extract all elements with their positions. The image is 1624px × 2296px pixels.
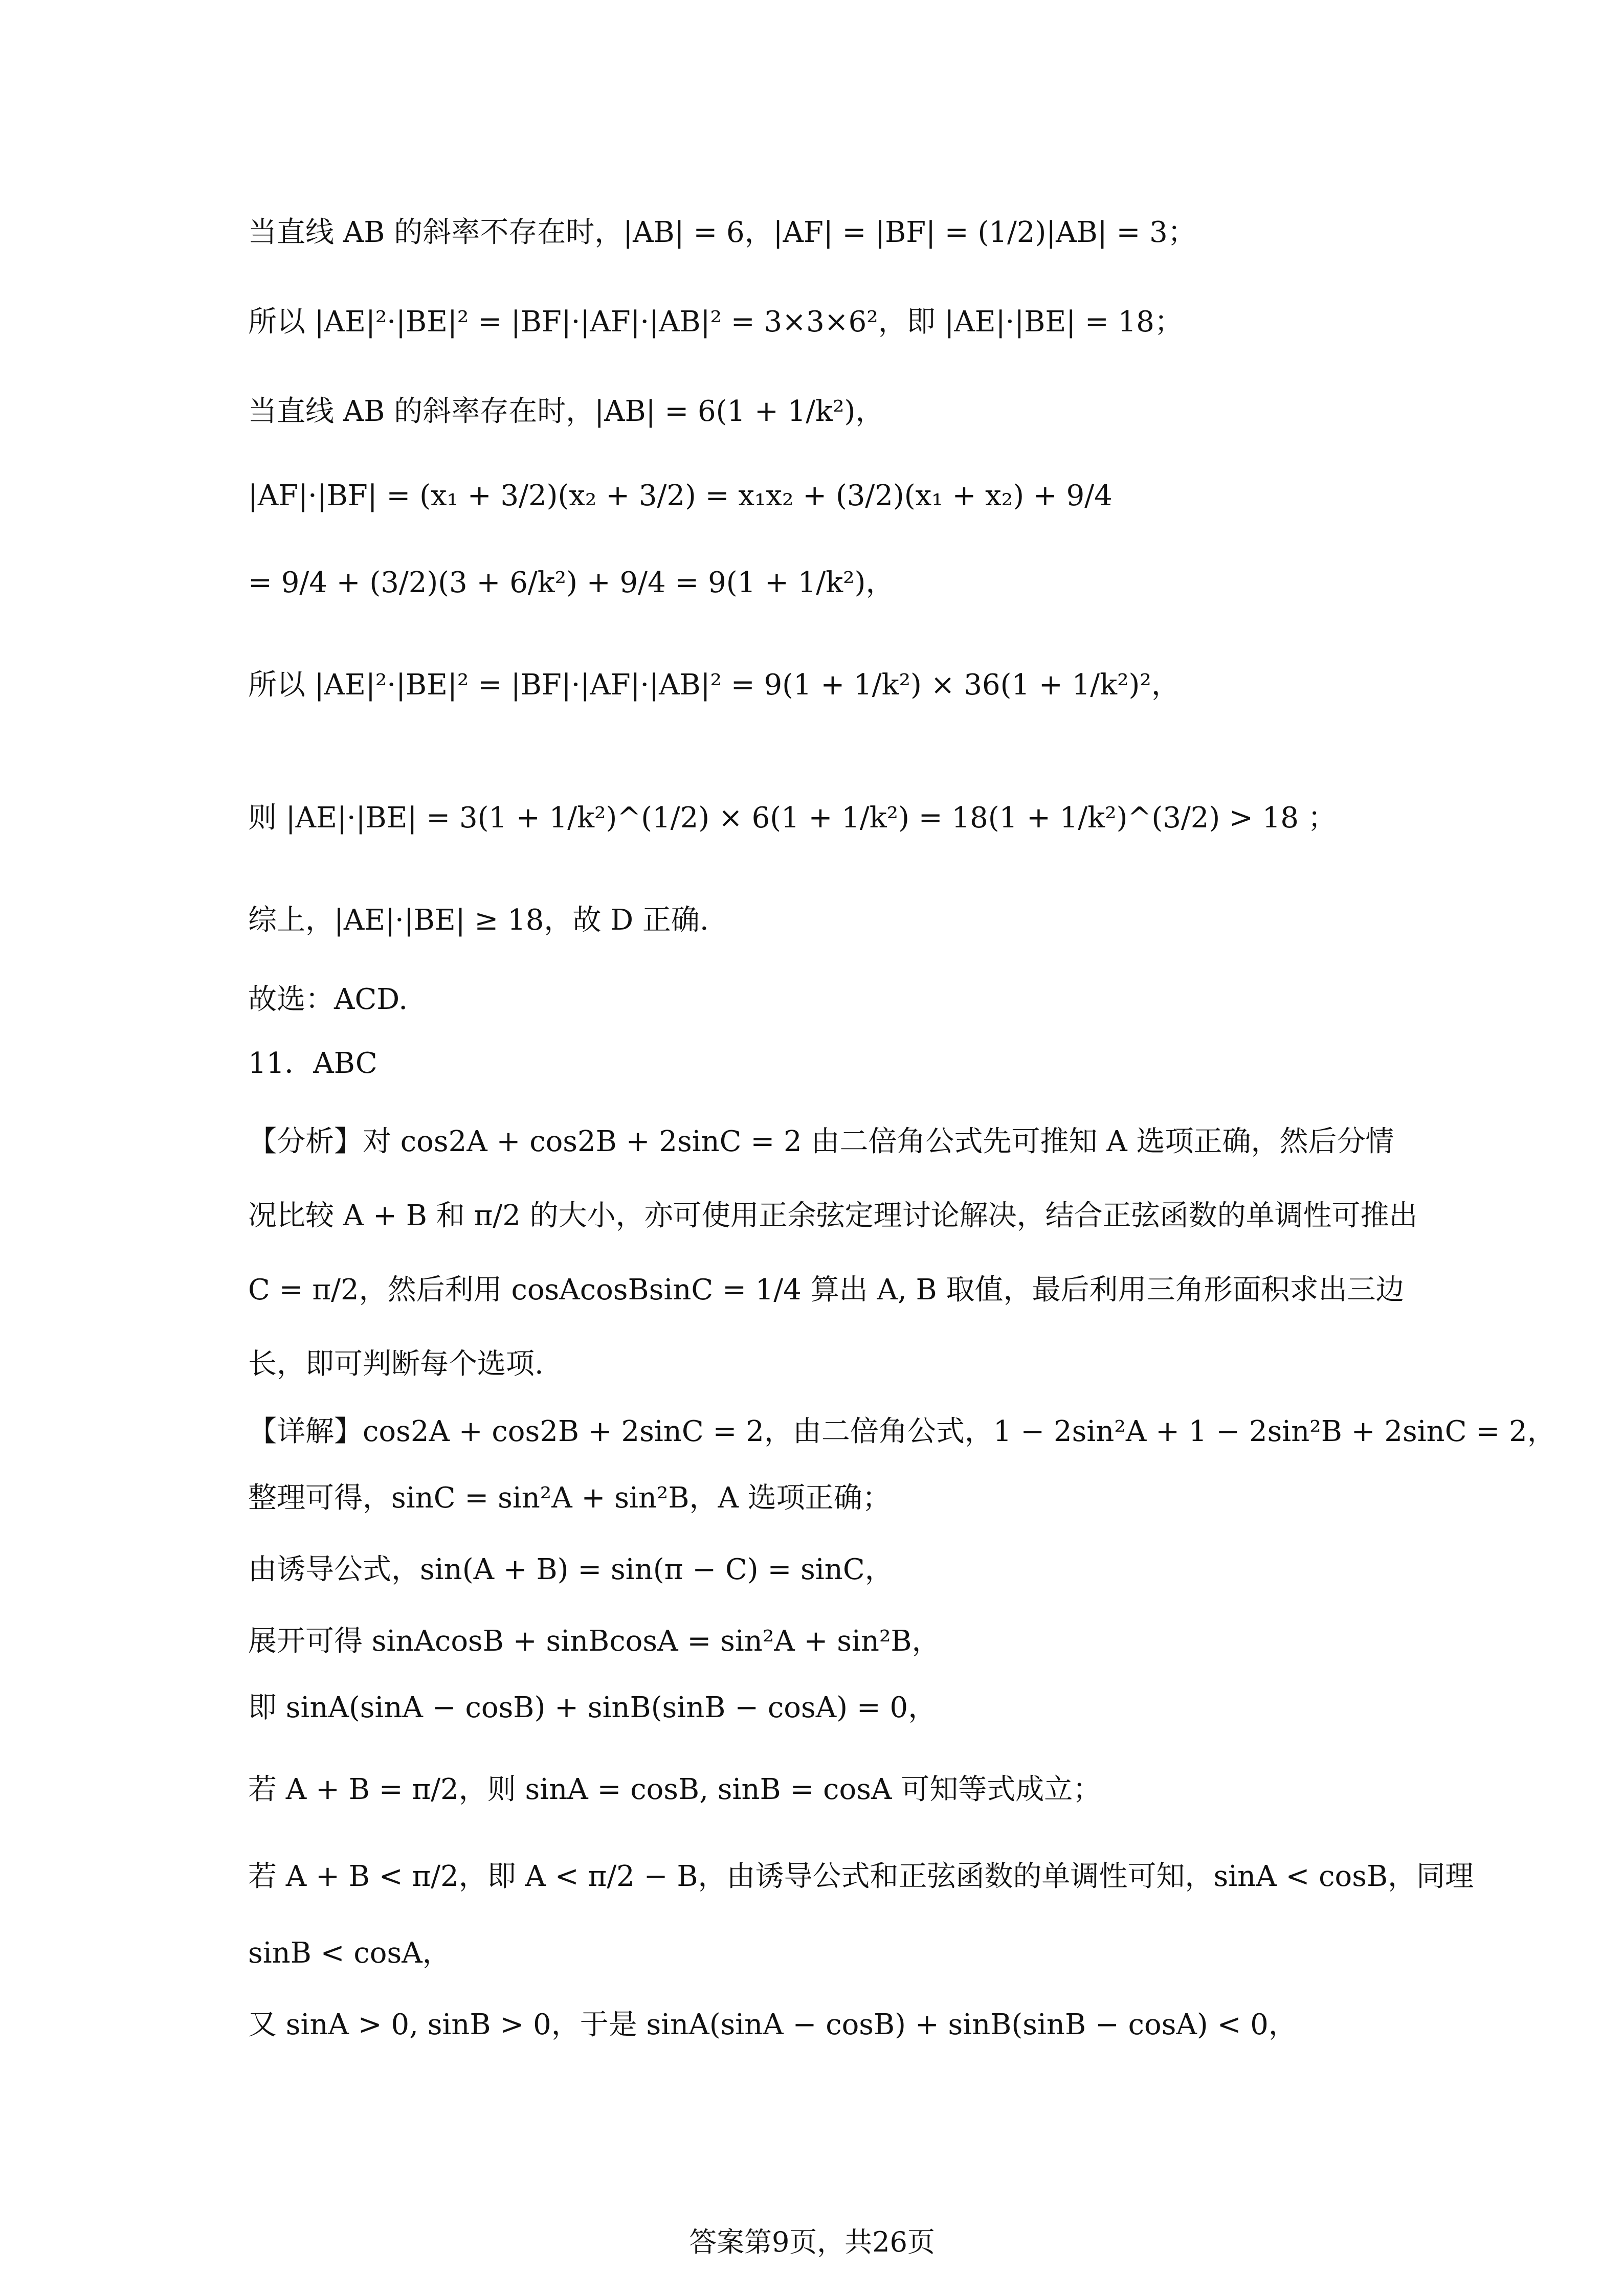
text-line: 由诱导公式，sin(A + B) = sin(π − C) = sinC， (248, 1553, 894, 1586)
text-line: sinB < cosA， (248, 1937, 451, 1970)
text-line: 综上，|AE|·|BE| ≥ 18，故 D 正确. (248, 904, 709, 937)
text-line: 【详解】cos2A + cos2B + 2sinC = 2，由二倍角公式，1 − 2sin²A + 1 − 2sin²B + 2sinC = 2， (248, 1415, 1556, 1448)
text-line: 当直线 AB 的斜率存在时，|AB| = 6(1 + 1/k²)， (248, 395, 884, 428)
text-line: 又 sinA > 0, sinB > 0，于是 sinA(sinA − cosB) + sinB(sinB − cosA) < 0， (248, 2008, 1297, 2041)
text-line: 当直线 AB 的斜率不存在时，|AB| = 6，|AF| = |BF| = (1/2)|AB| = 3； (248, 216, 1196, 249)
text-line: |AF|·|BF| = (x₁ + 3/2)(x₂ + 3/2) = x₁x₂ + (3/2)(x₁ + x₂) + 9/4 (248, 479, 1113, 512)
analysis-paragraph: 【分析】对 cos2A + cos2B + 2sinC = 2 由二倍角公式先可推知 A 选项正确，然后分情况比较 A + B 和 π/2 的大小，亦可使用正余弦定理讨论解决，结合正弦函数的单调性可推出 C = π/2，然后利用 cosAcosBsinC = 1/4 算出 A, B 取值，最后利用三角形面积求出三边长，即可判断每个选项. (248, 1125, 1418, 1381)
text-line: 整理可得，sinC = sin²A + sin²B，A 选项正确； (248, 1481, 891, 1515)
text-line: 所以 |AE|²·|BE|² = |BF|·|AF|·|AB|² = 3×3×6²，即 |AE|·|BE| = 18； (248, 305, 1183, 339)
text-line: 若 A + B = π/2，则 sinA = cosB, sinB = cosA 可知等式成立； (248, 1773, 1102, 1806)
text-line: 所以 |AE|²·|BE|² = |BF|·|AF|·|AB|² = 9(1 + 1/k²) × 36(1 + 1/k²)²， (248, 668, 1180, 702)
text-line: = 9/4 + (3/2)(3 + 6/k²) + 9/4 = 9(1 + 1/k²)， (248, 566, 895, 599)
text-line: 展开可得 sinAcosB + sinBcosA = sin²A + sin²B， (248, 1625, 941, 1658)
text-line: 则 |AE|·|BE| = 3(1 + 1/k²)^(1/2) × 6(1 + 1/k²) = 18(1 + 1/k²)^(3/2) > 18 ； (248, 801, 1337, 835)
text-line: 即 sinA(sinA − cosB) + sinB(sinB − cosA) = 0， (248, 1691, 937, 1724)
question-number: 11．ABC (248, 1047, 377, 1080)
text-line: 若 A + B < π/2，即 A < π/2 − B，由诱导公式和正弦函数的单调性可知，sinA < cosB，同理 (248, 1860, 1474, 1893)
page-footer: 答案第9页，共26页 (688, 2226, 936, 2258)
text-line: 故选：ACD. (248, 983, 408, 1016)
